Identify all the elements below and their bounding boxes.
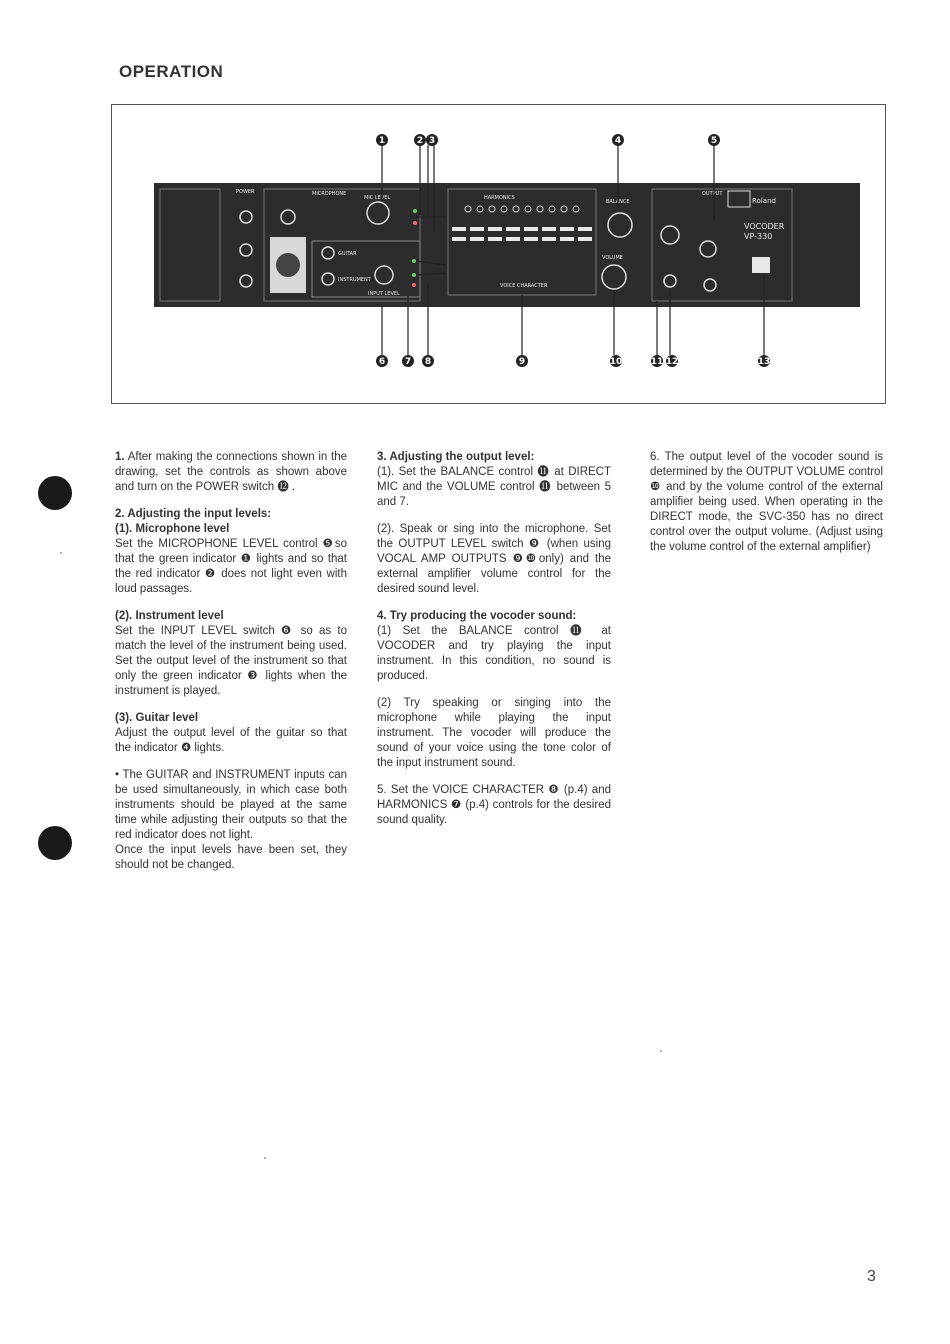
column-3: [650, 450, 883, 567]
model-label: VP-330: [744, 232, 773, 241]
step-3-1-text: (1). Set the BALANCE control ⓫ at DIRECT MIC and the VOLUME control ⓫ between 5 and 7.: [377, 466, 611, 508]
step-2-1-title: (1). Microphone level: [115, 523, 230, 535]
step-1-text: After making the connections shown in the drawing, set the controls as shown above and turn on the POWER switch ⓬ .: [115, 451, 347, 493]
step-3-title: 3. Adjusting the output level:: [377, 451, 535, 463]
note-text-2: Once the input levels have been set, they should not be changed.: [115, 844, 347, 871]
callout-6: 6: [378, 357, 386, 367]
callout-1: 1: [378, 136, 386, 146]
volume-label: VOLUME: [602, 255, 623, 261]
step-4-title: 4. Try producing the vocoder sound:: [377, 610, 577, 622]
callout-4: 4: [614, 136, 622, 146]
brand-label: Roland: [752, 197, 776, 205]
step-2-2-text: Set the INPUT LEVEL switch ❻ so as to match the level of the instrument being used. Set the output level of the instrument so that only the green indicator ❸ lights when the instrument is played.: [115, 625, 347, 697]
balance-label: BALANCE: [606, 199, 630, 205]
callout-12: 12: [665, 357, 679, 367]
front-panel-figure: [111, 104, 886, 404]
power-switch[interactable]: [752, 257, 770, 273]
step-6-text: 6. The output level of the vocoder sound is determined by the OUTPUT VOLUME control ❿ and by the volume control of the external amplifier being used. When operating in the DIRECT mode, the SVC-350 has no direct control over the output volume. (Adjust using the volume control of the external amplifier): [650, 451, 883, 553]
callout-5: 5: [710, 136, 718, 146]
model-title: VOCODER: [744, 222, 785, 231]
callout-11: 11: [650, 357, 664, 367]
callout-13: 13: [757, 357, 771, 367]
output-label: OUTPUT: [702, 191, 723, 197]
step-2-title: 2. Adjusting the input levels:: [115, 508, 272, 520]
microphone-label: MICROPHONE: [312, 191, 347, 197]
binder-hole-bottom: [38, 826, 72, 860]
page-heading: OPERATION: [119, 62, 224, 81]
step-1-num: 1.: [115, 451, 125, 463]
harmonics-label: HARMONICS: [484, 195, 515, 201]
step-2-3-text: Adjust the output level of the guitar so that the indicator ❹ lights.: [115, 727, 347, 754]
mic-level-label: MIC LEVEL: [364, 195, 391, 201]
speck: [264, 1157, 266, 1159]
callout-9: 9: [518, 357, 526, 367]
step-1: [115, 450, 347, 495]
callout-8: 8: [424, 357, 432, 367]
bottom-callouts: [376, 355, 770, 367]
step-4-2-text: (2) Try speaking or singing into the microphone while playing the input instrument. The vocoder will produce the sound of your voice using the tone color of the input instrument sound.: [377, 697, 611, 769]
step-3-2-text: (2). Speak or sing into the microphone. Set the OUTPUT LEVEL switch ❾ (when using VOCAL AMP OUTPUTS ❾❿only) and the external amplifier volume control for the desired sound level.: [377, 523, 611, 595]
step-2-1-text: Set the MICROPHONE LEVEL control ❺so that the green indicator ❶ lights and so that the red indicator ❷ does not light even with loud passages.: [115, 538, 347, 595]
step-5-text: 5. Set the VOICE CHARACTER ❽ (p.4) and HARMONICS ❼ (p.4) controls for the desired sound quality.: [377, 784, 611, 826]
speck: [60, 552, 62, 554]
column-1: [115, 450, 347, 885]
callout-2: 2: [416, 136, 424, 146]
step-4-1-text: (1) Set the BALANCE control ⓫ at VOCODER and try playing the input instrument. In this condition, no sound is produced.: [377, 625, 611, 682]
page-number: 3: [867, 1268, 876, 1285]
binder-hole-top: [38, 476, 72, 510]
voice-character-label: VOICE CHARACTER: [500, 283, 548, 289]
front-panel-diagram: [112, 105, 887, 405]
callout-3: 3: [428, 136, 436, 146]
step-2-2-title: (2). Instrument level: [115, 610, 224, 622]
callout-7: 7: [404, 357, 412, 367]
note-text: • The GUITAR and INSTRUMENT inputs can be used simultaneously, in which case both instruments should be played at the same time while adjusting their outputs so that the red indicator does not light.: [115, 769, 347, 841]
speck: [660, 1050, 662, 1052]
guitar-label: GUITAR: [338, 251, 357, 257]
instrument-label: INSTRUMENT: [338, 277, 371, 283]
top-callouts: [376, 134, 720, 146]
input-level-label: INPUT LEVEL: [368, 291, 400, 297]
power-label: POWER: [236, 189, 255, 195]
callout-10: 10: [609, 357, 623, 367]
column-2: [377, 450, 611, 840]
step-2-3-title: (3). Guitar level: [115, 712, 199, 724]
